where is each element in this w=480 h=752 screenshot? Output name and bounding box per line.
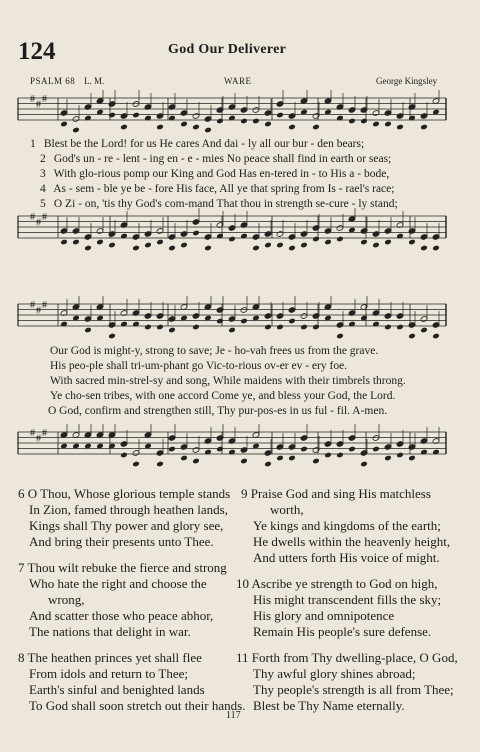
lyric-line: O God, confirm and strengthen still, Thy pur-pos-es in us ful - fil. A-men. [48, 405, 388, 417]
stanza-line: Ye kings and kingdoms of the earth; [253, 518, 441, 533]
psalm-label: PSALM 68 [30, 76, 76, 86]
music-staff-bass-2 [0, 424, 480, 470]
stanza-line: wrong, [48, 592, 85, 607]
stanza-line: He dwells within the heavenly height, [253, 534, 451, 549]
music-staff-treble-2 [0, 296, 480, 342]
hymn-number: 124 [18, 38, 56, 65]
stanza-line: Kings shall Thy power and glory see, [29, 518, 224, 533]
svg-text:#: # [36, 433, 41, 445]
stanza-line: His glory and omnipotence [253, 608, 395, 623]
music-staff-treble-1 [0, 90, 480, 136]
stanza-number: 6 [18, 486, 25, 501]
stanza-line: Earth's sinful and benighted lands [29, 682, 205, 697]
music-staff-bass-1 [0, 208, 480, 254]
lyric-line: 3 With glo-rious pomp our King and God Has en-tered in - to His a - bode, [40, 168, 390, 180]
stanza-line: From idols and return to Thee; [29, 666, 188, 681]
stanza-line: worth, [270, 502, 304, 517]
stanza-line: Thou wilt rebuke the fierce and strong [27, 560, 227, 575]
lyric-line: 1 Blest be the Lord! for us He cares And dai - ly all our bur - den bears; [30, 138, 365, 150]
lyric-line: His peo-ple shall tri-um-phant go Vic-to-rious ov-er ev - ery foe. [50, 360, 348, 372]
page-number: 117 [226, 710, 241, 721]
stanza-line: And utters forth His voice of might. [253, 550, 440, 565]
stanza-line: Thy awful glory shines abroad; [253, 666, 416, 681]
meter-label: L. M. [84, 76, 105, 86]
svg-text:#: # [36, 305, 41, 317]
stanza-number: 10 [236, 576, 249, 591]
svg-text:#: # [36, 99, 41, 111]
stanza-line: Remain His people's sure defense. [253, 624, 432, 639]
stanza-line: Forth from Thy dwelling-place, O God, [251, 650, 458, 665]
svg-text:#: # [42, 94, 47, 105]
stanza-number: 11 [236, 650, 249, 665]
svg-text:#: # [30, 94, 35, 105]
svg-text:#: # [30, 212, 35, 223]
stanza-line: His might transcendent fills the sky; [253, 592, 442, 607]
svg-text:#: # [36, 217, 41, 229]
stanza-number: 8 [18, 650, 25, 665]
composer-name: George Kingsley [376, 76, 438, 86]
svg-text:#: # [42, 300, 47, 311]
lyric-line: 2 God's un - re - lent - ing en - e - mies No peace shall find in earth or seas; [40, 153, 392, 165]
stanza-line: In Zion, famed through heathen lands, [29, 502, 228, 517]
hymn-title: God Our Deliverer [168, 42, 287, 57]
lyric-line: Our God is might-y, strong to save; Je - ho-vah frees us from the grave. [50, 345, 379, 357]
svg-text:#: # [42, 212, 47, 223]
svg-text:#: # [30, 428, 35, 439]
lyric-line: 4 As - sem - ble ye be - fore His face, All ye that spring from Is - rael's race; [40, 183, 395, 195]
svg-text:#: # [42, 428, 47, 439]
lyric-line: 5 O Zi - on, 'tis thy God's com-mand That thou in strength se-cure - ly stand; [40, 198, 398, 210]
stanza-line: The heathen princes yet shall flee [27, 650, 202, 665]
stanza-number: 9 [241, 486, 248, 501]
stanza-line: The nations that delight in war. [29, 624, 191, 639]
svg-text:#: # [30, 300, 35, 311]
stanza-number: 7 [18, 560, 25, 575]
stanza-line: To God shall soon stretch out their hands. [29, 698, 246, 713]
stanza-line: O Thou, Whose glorious temple stands [27, 486, 231, 501]
lyric-line: With sacred min-strel-sy and song, While maidens with their timbrels throng. [50, 375, 406, 387]
lyric-line: Ye cho-sen tribes, with one accord Come ye, and bless your God, the Lord. [50, 390, 396, 402]
stanza-line: Thy people's strength is all from Thee; [253, 682, 454, 697]
stanza-line: Blest be Thy Name eternally. [253, 698, 405, 713]
stanza-line: Who hate the right and choose the [29, 576, 207, 591]
stanza-line: And bring their presents unto Thee. [29, 534, 214, 549]
stanza-line: And scatter those who peace abhor, [29, 608, 214, 623]
stanza-line: Praise God and sing His matchless [250, 486, 431, 501]
stanza-line: Ascribe ye strength to God on high, [251, 576, 438, 591]
tune-name: WARE [224, 76, 252, 86]
